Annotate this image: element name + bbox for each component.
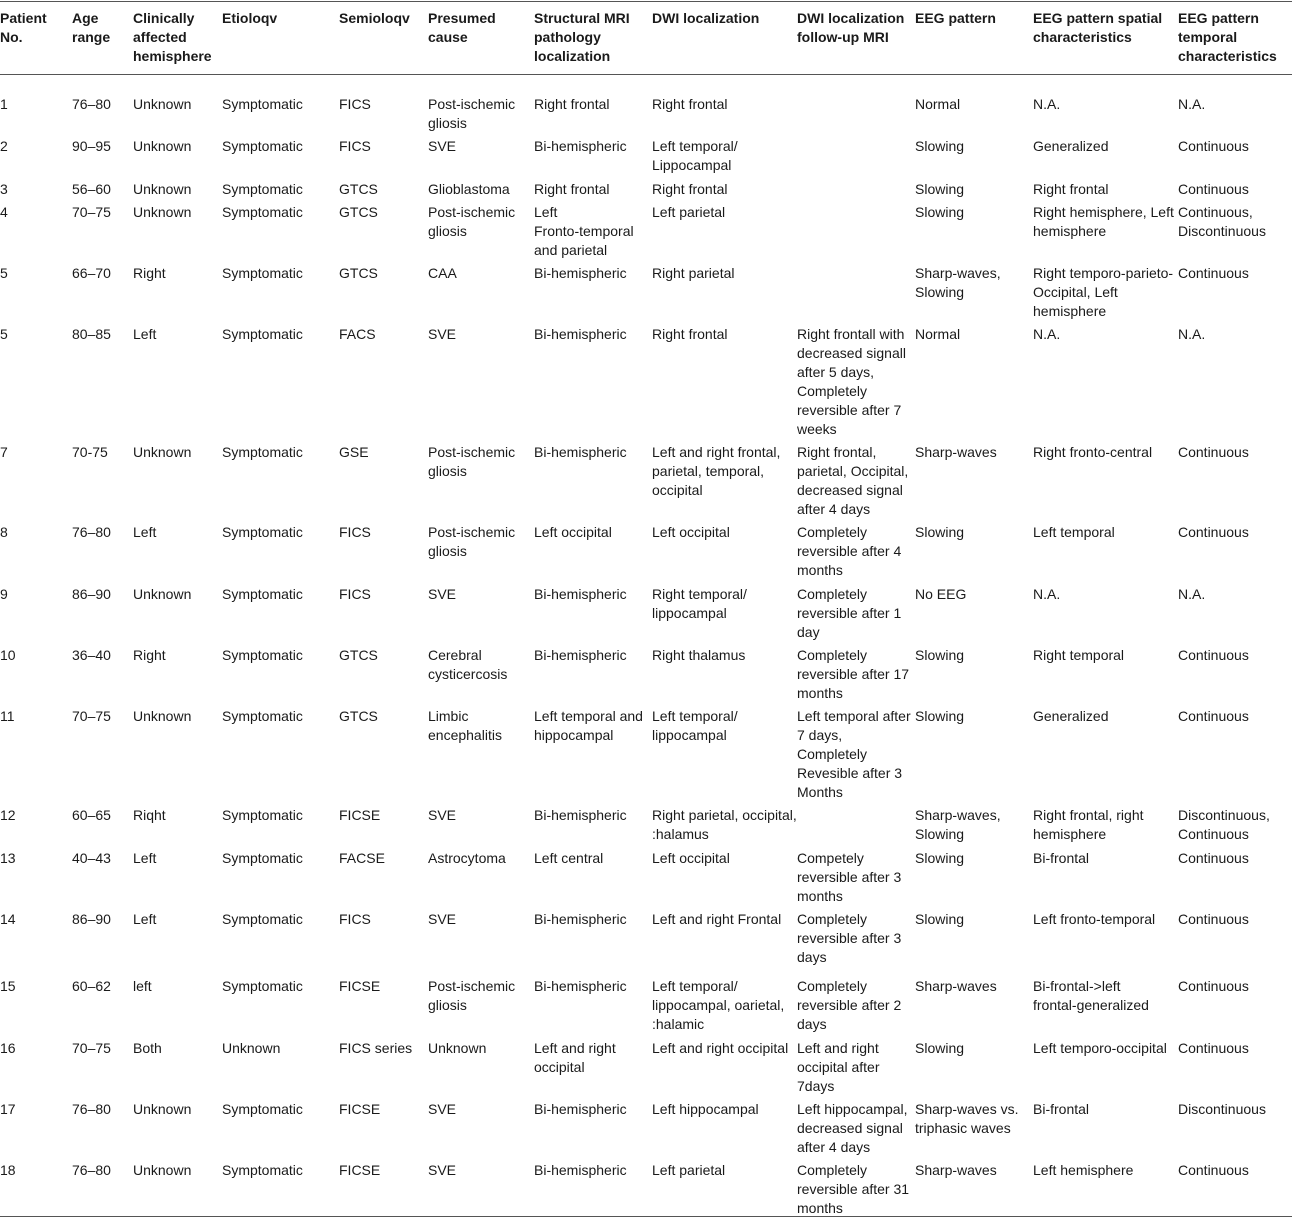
- table-cell-etiology: Symptomatic: [222, 1101, 303, 1117]
- table-cell-presumed-cause: SVE: [428, 911, 457, 927]
- table-cell-presumed-cause: Limbic encephalitis: [428, 708, 502, 743]
- table-cell-affected-hemisphere: Right: [133, 647, 166, 663]
- table-cell-presumed-cause: Astrocytoma: [428, 850, 506, 866]
- table-cell-patient-no: 12: [0, 807, 16, 823]
- column-header-eeg-temporal: EEG pattern temporal characteristics: [1178, 10, 1277, 64]
- column-header-age-range: Age range: [72, 10, 111, 45]
- table-cell-eeg-temporal: Discontinuous, Continuous: [1178, 807, 1270, 842]
- table-cell-eeg-spatial: Left hemisphere: [1033, 1162, 1134, 1178]
- table-cell-patient-no: 9: [0, 586, 8, 602]
- table-cell-semiology: FICS: [339, 138, 371, 154]
- table-cell-presumed-cause: Post-ischemic gliosis: [428, 204, 516, 239]
- table-cell-eeg-temporal: Continuous, Discontinuous: [1178, 204, 1266, 239]
- table-cell-etiology: Symptomatic: [222, 181, 303, 197]
- table-cell-patient-no: 14: [0, 911, 16, 927]
- table-cell-eeg-spatial: Left temporo-occipital: [1033, 1040, 1167, 1056]
- table-cell-eeg-temporal: Continuous: [1178, 138, 1249, 154]
- table-cell-presumed-cause: SVE: [428, 1101, 457, 1117]
- table-cell-eeg-pattern: Slowing: [915, 524, 965, 540]
- table-cell-structural-mri: Bi-hemispheric: [534, 1101, 627, 1117]
- table-cell-etiology: Symptomatic: [222, 708, 303, 724]
- table-cell-dwi-followup: Competely reversible after 3 months: [797, 850, 902, 904]
- table-cell-eeg-spatial: Generalized: [1033, 708, 1109, 724]
- table-cell-eeg-spatial: N.A.: [1033, 96, 1061, 112]
- table-cell-semiology: FACSE: [339, 850, 385, 866]
- table-cell-etiology: Symptomatic: [222, 265, 303, 281]
- table-cell-dwi-localization: Right frontal: [652, 181, 728, 197]
- table-cell-semiology: GTCS: [339, 265, 378, 281]
- table-cell-etiology: Symptomatic: [222, 326, 303, 342]
- table-cell-structural-mri: Bi-hemispheric: [534, 265, 627, 281]
- table-cell-dwi-followup: Completely reversible after 31 months: [797, 1162, 910, 1216]
- column-header-presumed-cause: Presumed cause: [428, 10, 496, 45]
- table-cell-age-range: 76–80: [72, 1101, 111, 1117]
- table-cell-eeg-pattern: Slowing: [915, 204, 965, 220]
- column-header-affected-hemisphere: Clinically affected hemisphere: [133, 10, 212, 64]
- table-cell-age-range: 70–75: [72, 1040, 111, 1056]
- table-cell-patient-no: 4: [0, 204, 8, 220]
- table-cell-eeg-pattern: No EEG: [915, 586, 967, 602]
- table-cell-age-range: 86–90: [72, 586, 111, 602]
- table-cell-eeg-spatial: N.A.: [1033, 586, 1061, 602]
- table-cell-eeg-spatial: N.A.: [1033, 326, 1061, 342]
- table-cell-eeg-pattern: Slowing: [915, 647, 965, 663]
- table-cell-dwi-followup: Completely reversible after 2 days: [797, 978, 902, 1032]
- table-cell-patient-no: 5: [0, 265, 8, 281]
- table-cell-dwi-followup: Left and right occipital after 7days: [797, 1040, 880, 1094]
- table-cell-presumed-cause: Post-ischemic gliosis: [428, 978, 516, 1013]
- table-cell-affected-hemisphere: Right: [133, 265, 166, 281]
- table-cell-affected-hemisphere: Unknown: [133, 708, 192, 724]
- table-cell-structural-mri: Left and right occipital: [534, 1040, 616, 1075]
- table-cell-eeg-temporal: Continuous: [1178, 647, 1249, 663]
- table-cell-semiology: GTCS: [339, 204, 378, 220]
- table-cell-dwi-localization: Left and right occipital: [652, 1040, 789, 1056]
- table-cell-eeg-temporal: Continuous: [1178, 911, 1249, 927]
- table-cell-age-range: 76–80: [72, 524, 111, 540]
- column-header-patient-no: Patient No.: [0, 10, 47, 45]
- table-cell-structural-mri: Left central: [534, 850, 604, 866]
- column-header-etiology: Etioloqv: [222, 10, 278, 26]
- table-cell-presumed-cause: Cerebral cysticercosis: [428, 647, 508, 682]
- table-cell-eeg-spatial: Bi-frontal: [1033, 1101, 1090, 1117]
- table-cell-affected-hemisphere: Unknown: [133, 138, 192, 154]
- table-cell-structural-mri: Bi-hemispheric: [534, 978, 627, 994]
- table-cell-dwi-localization: Left temporal/ Lippocampal: [652, 138, 738, 173]
- table-cell-dwi-localization: Left occipital: [652, 850, 730, 866]
- table-cell-dwi-localization: Right thalamus: [652, 647, 746, 663]
- table-cell-eeg-temporal: N.A.: [1178, 96, 1206, 112]
- table-cell-eeg-spatial: Right hemisphere, Left hemisphere: [1033, 204, 1174, 239]
- table-cell-patient-no: 13: [0, 850, 16, 866]
- table-cell-eeg-temporal: Continuous: [1178, 1040, 1249, 1056]
- table-cell-semiology: FICS: [339, 586, 371, 602]
- table-cell-eeg-pattern: Sharp-waves: [915, 1162, 997, 1178]
- table-cell-eeg-pattern: Normal: [915, 326, 961, 342]
- table-cell-presumed-cause: Post-ischemic gliosis: [428, 524, 516, 559]
- table-cell-affected-hemisphere: Both: [133, 1040, 162, 1056]
- table-cell-affected-hemisphere: Unknown: [133, 1162, 192, 1178]
- table-cell-etiology: Symptomatic: [222, 138, 303, 154]
- table-cell-age-range: 56–60: [72, 181, 111, 197]
- table-cell-etiology: Symptomatic: [222, 911, 303, 927]
- table-cell-eeg-spatial: Right fronto-central: [1033, 444, 1153, 460]
- table-cell-eeg-pattern: Slowing: [915, 850, 965, 866]
- table-cell-patient-no: 1: [0, 96, 8, 112]
- table-cell-age-range: 70-75: [72, 444, 108, 460]
- table-cell-dwi-followup: Completely reversible after 4 months: [797, 524, 902, 578]
- table-cell-affected-hemisphere: Left: [133, 326, 157, 342]
- table-cell-dwi-localization: Left temporal/ lippocampal: [652, 708, 738, 743]
- table-cell-patient-no: 2: [0, 138, 8, 154]
- table-cell-affected-hemisphere: Unknown: [133, 181, 192, 197]
- column-header-eeg-pattern: EEG pattern: [915, 10, 996, 26]
- table-cell-structural-mri: Left occipital: [534, 524, 612, 540]
- table-cell-dwi-localization: Left and right frontal, parietal, temporal, occipital: [652, 444, 781, 498]
- column-header-dwi-localization: DWI localization: [652, 10, 760, 26]
- table-cell-eeg-pattern: Normal: [915, 96, 961, 112]
- table-cell-eeg-temporal: Continuous: [1178, 181, 1249, 197]
- table-cell-affected-hemisphere: Unknown: [133, 1101, 192, 1117]
- table-cell-etiology: Symptomatic: [222, 1162, 303, 1178]
- table-cell-dwi-localization: Left parietal: [652, 1162, 726, 1178]
- table-top-rule: [0, 1, 1292, 2]
- table-cell-patient-no: 5: [0, 326, 8, 342]
- table-cell-structural-mri: Bi-hemispheric: [534, 807, 627, 823]
- table-cell-semiology: FACS: [339, 326, 376, 342]
- table-cell-dwi-localization: Left parietal: [652, 204, 726, 220]
- table-cell-eeg-spatial: Left temporal: [1033, 524, 1115, 540]
- table-cell-eeg-spatial: Bi-frontal: [1033, 850, 1090, 866]
- table-cell-patient-no: 17: [0, 1101, 16, 1117]
- table-cell-affected-hemisphere: Unknown: [133, 586, 192, 602]
- table-cell-patient-no: 8: [0, 524, 8, 540]
- table-cell-eeg-pattern: Slowing: [915, 708, 965, 724]
- table-cell-eeg-temporal: Continuous: [1178, 265, 1249, 281]
- table-cell-eeg-spatial: Generalized: [1033, 138, 1109, 154]
- table-cell-structural-mri: Bi-hemispheric: [534, 1162, 627, 1178]
- table-cell-presumed-cause: Post-ischemic gliosis: [428, 444, 516, 479]
- table-cell-patient-no: 11: [0, 708, 15, 724]
- table-cell-dwi-followup: Right frontall with decreased signall after 5 days, Completely reversible after 7 weeks: [797, 326, 906, 437]
- table-cell-affected-hemisphere: left: [133, 978, 152, 994]
- table-cell-dwi-localization: Right parietal: [652, 265, 735, 281]
- table-cell-age-range: 40–43: [72, 850, 111, 866]
- table-cell-eeg-spatial: Right frontal: [1033, 181, 1109, 197]
- table-cell-affected-hemisphere: Unknown: [133, 204, 192, 220]
- table-cell-presumed-cause: Glioblastoma: [428, 181, 510, 197]
- table-cell-eeg-pattern: Slowing: [915, 1040, 965, 1056]
- table-cell-eeg-spatial: Right temporo-parieto- Occipital, Left hemisphere: [1033, 265, 1174, 319]
- table-cell-affected-hemisphere: Left: [133, 524, 157, 540]
- table-cell-affected-hemisphere: Unknown: [133, 444, 192, 460]
- table-cell-eeg-temporal: N.A.: [1178, 586, 1206, 602]
- table-cell-etiology: Unknown: [222, 1040, 281, 1056]
- table-cell-dwi-localization: Right parietal, occipital, :halamus: [652, 807, 797, 842]
- table-cell-etiology: Symptomatic: [222, 524, 303, 540]
- table-cell-eeg-temporal: Continuous: [1178, 524, 1249, 540]
- table-cell-dwi-localization: Left occipital: [652, 524, 730, 540]
- table-cell-age-range: 90–95: [72, 138, 111, 154]
- table-cell-eeg-temporal: Continuous: [1178, 444, 1249, 460]
- table-cell-presumed-cause: Post-ischemic gliosis: [428, 96, 516, 131]
- table-cell-patient-no: 16: [0, 1040, 16, 1056]
- table-cell-eeg-temporal: Continuous: [1178, 850, 1249, 866]
- table-cell-presumed-cause: SVE: [428, 326, 457, 342]
- table-cell-dwi-followup: Right frontal, parietal, Occipital, decreased signal after 4 days: [797, 444, 909, 517]
- table-cell-semiology: FICS series: [339, 1040, 413, 1056]
- table-cell-patient-no: 3: [0, 181, 8, 197]
- table-cell-structural-mri: Bi-hemispheric: [534, 586, 627, 602]
- table-cell-semiology: GSE: [339, 444, 369, 460]
- table-cell-eeg-temporal: Discontinuous: [1178, 1101, 1266, 1117]
- table-cell-eeg-spatial: Right temporal: [1033, 647, 1125, 663]
- table-cell-etiology: Symptomatic: [222, 204, 303, 220]
- table-cell-semiology: GTCS: [339, 647, 378, 663]
- table-cell-dwi-followup: Completely reversible after 17 months: [797, 647, 910, 701]
- table-cell-affected-hemisphere: Left: [133, 850, 157, 866]
- table-cell-age-range: 76–80: [72, 1162, 111, 1178]
- table-cell-affected-hemisphere: Riqht: [133, 807, 166, 823]
- table-cell-age-range: 70–75: [72, 708, 111, 724]
- table-cell-dwi-followup: Left hippocampal, decreased signal after 4 days: [797, 1101, 908, 1155]
- table-cell-etiology: Symptomatic: [222, 647, 303, 663]
- table-cell-structural-mri: Left Fronto-temporal and parietal: [534, 204, 634, 258]
- table-cell-eeg-temporal: Continuous: [1178, 708, 1249, 724]
- table-cell-etiology: Symptomatic: [222, 807, 303, 823]
- table-cell-semiology: GTCS: [339, 708, 378, 724]
- table-cell-semiology: FICS: [339, 524, 371, 540]
- table-cell-eeg-pattern: Sharp-waves, Slowing: [915, 807, 1001, 842]
- table-cell-age-range: 66–70: [72, 265, 111, 281]
- table-cell-structural-mri: Bi-hemispheric: [534, 647, 627, 663]
- table-cell-age-range: 36–40: [72, 647, 111, 663]
- table-cell-etiology: Symptomatic: [222, 850, 303, 866]
- table-cell-etiology: Symptomatic: [222, 978, 303, 994]
- table-cell-semiology: FICSE: [339, 807, 381, 823]
- table-cell-eeg-spatial: Bi-frontal->left frontal-generalized: [1033, 978, 1149, 1013]
- table-cell-patient-no: 18: [0, 1162, 16, 1178]
- table-cell-structural-mri: Right frontal: [534, 96, 610, 112]
- table-cell-eeg-spatial: Right frontal, right hemisphere: [1033, 807, 1144, 842]
- table-cell-semiology: FICSE: [339, 1162, 381, 1178]
- table-cell-eeg-pattern: Slowing: [915, 181, 965, 197]
- table-cell-patient-no: 10: [0, 647, 16, 663]
- table-bottom-rule: [0, 1216, 1292, 1217]
- table-cell-eeg-pattern: Sharp-waves vs. triphasic waves: [915, 1101, 1019, 1136]
- table-cell-structural-mri: Bi-hemispheric: [534, 326, 627, 342]
- table-cell-dwi-followup: Left temporal after 7 days, Completely Revesible after 3 Months: [797, 708, 911, 800]
- table-cell-eeg-temporal: Continuous: [1178, 1162, 1249, 1178]
- table-cell-patient-no: 7: [0, 444, 8, 460]
- table-cell-affected-hemisphere: Left: [133, 911, 157, 927]
- table-cell-presumed-cause: CAA: [428, 265, 457, 281]
- table-cell-eeg-pattern: Sharp-waves: [915, 444, 997, 460]
- table-cell-presumed-cause: SVE: [428, 807, 457, 823]
- table-cell-dwi-localization: Left and right Frontal: [652, 911, 782, 927]
- table-cell-semiology: FICS: [339, 96, 371, 112]
- table-cell-presumed-cause: Unknown: [428, 1040, 487, 1056]
- table-cell-semiology: FICS: [339, 911, 371, 927]
- column-header-semiology: Semioloqv: [339, 10, 410, 26]
- table-cell-age-range: 86–90: [72, 911, 111, 927]
- table-cell-age-range: 80–85: [72, 326, 111, 342]
- table-cell-dwi-localization: Left hippocampal: [652, 1101, 759, 1117]
- table-cell-structural-mri: Bi-hemispheric: [534, 444, 627, 460]
- table-cell-semiology: FICSE: [339, 978, 381, 994]
- table-cell-semiology: GTCS: [339, 181, 378, 197]
- table-cell-affected-hemisphere: Unknown: [133, 96, 192, 112]
- table-cell-dwi-localization: Left temporal/ lippocampal, oarietal, :halamic: [652, 978, 785, 1032]
- table-cell-patient-no: 15: [0, 978, 16, 994]
- table-cell-eeg-temporal: N.A.: [1178, 326, 1206, 342]
- table-cell-presumed-cause: SVE: [428, 586, 457, 602]
- table-cell-structural-mri: Bi-hemispheric: [534, 911, 627, 927]
- table-cell-dwi-followup: Completely reversible after 1 day: [797, 586, 902, 640]
- table-cell-dwi-localization: Right frontal: [652, 326, 728, 342]
- table-cell-eeg-pattern: Sharp-waves: [915, 978, 997, 994]
- table-cell-etiology: Symptomatic: [222, 444, 303, 460]
- table-cell-eeg-spatial: Left fronto-temporal: [1033, 911, 1156, 927]
- table-cell-presumed-cause: SVE: [428, 1162, 457, 1178]
- table-cell-structural-mri: Left temporal and hippocampal: [534, 708, 643, 743]
- table-cell-eeg-pattern: Slowing: [915, 138, 965, 154]
- table-cell-dwi-followup: Completely reversible after 3 days: [797, 911, 902, 965]
- table-cell-age-range: 60–65: [72, 807, 111, 823]
- table-cell-eeg-temporal: Continuous: [1178, 978, 1249, 994]
- table-cell-semiology: FICSE: [339, 1101, 381, 1117]
- table-cell-age-range: 60–62: [72, 978, 111, 994]
- column-header-eeg-spatial: EEG pattern spatial characteristics: [1033, 10, 1163, 45]
- table-cell-eeg-pattern: Sharp-waves, Slowing: [915, 265, 1001, 300]
- table-cell-dwi-localization: Right frontal: [652, 96, 728, 112]
- table-cell-age-range: 70–75: [72, 204, 111, 220]
- table-cell-etiology: Symptomatic: [222, 586, 303, 602]
- column-header-dwi-followup: DWI localization follow-up MRI: [797, 10, 905, 45]
- table-cell-dwi-localization: Right temporal/ lippocampal: [652, 586, 747, 621]
- table-cell-etiology: Symptomatic: [222, 96, 303, 112]
- header-bottom-rule: [0, 74, 1292, 75]
- table-cell-structural-mri: Bi-hemispheric: [534, 138, 627, 154]
- table-cell-presumed-cause: SVE: [428, 138, 457, 154]
- column-header-structural-mri: Structural MRI pathology localization: [534, 10, 630, 64]
- table-cell-age-range: 76–80: [72, 96, 111, 112]
- table-cell-structural-mri: Right frontal: [534, 181, 610, 197]
- table-cell-eeg-pattern: Slowing: [915, 911, 965, 927]
